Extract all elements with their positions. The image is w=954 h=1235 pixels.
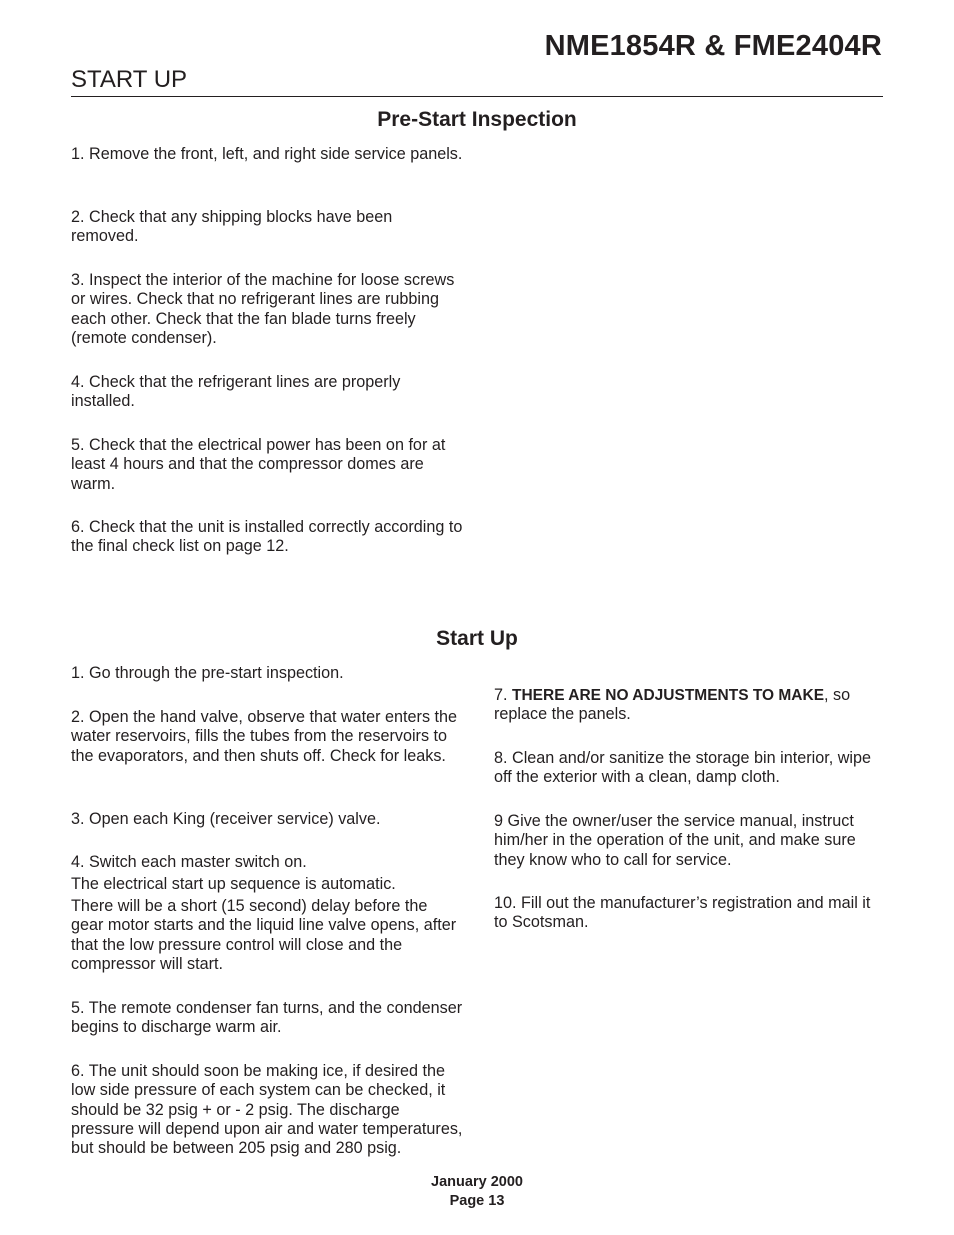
pre-start-heading: Pre-Start Inspection xyxy=(377,108,577,131)
start-up-note-delay: There will be a short (15 second) delay before the gear motor starts and the liquid line valve opens, after that the low pressure control will close and the compressor will start. xyxy=(71,897,457,973)
footer-date: January 2000 xyxy=(431,1174,523,1190)
item-7-emphasis: THERE ARE NO ADJUSTMENTS TO MAKE xyxy=(512,687,825,704)
start-up-item-7 xyxy=(494,686,886,725)
start-up-item-10: 10. Fill out the manufacturer’s registration and mail it to Scotsman. xyxy=(494,894,871,932)
start-up-item-2: 2. Open the hand valve, observe that water enters the water reservoirs, fills the tubes from the reservoirs to the evaporators, and then shuts off. Check for leaks. xyxy=(71,708,458,765)
pre-start-item-2: 2. Check that any shipping blocks have been removed. xyxy=(71,208,393,246)
start-up-heading: Start Up xyxy=(436,627,518,650)
pre-start-item-5: 5. Check that the electrical power has been on for at least 4 hours and that the compressor domes are warm. xyxy=(71,436,446,493)
model-title: NME1854R & FME2404R xyxy=(544,30,882,62)
start-up-item-6: 6. The unit should soon be making ice, if desired the low side pressure of each system can be checked, it should be 32 psig + or - 2 psig. The discharge pressure will depend upon air and water temperatures, but should be between 205 psig and 280 psig. xyxy=(71,1062,463,1158)
footer xyxy=(0,1173,954,1211)
start-up-item-8: 8. Clean and/or sanitize the storage bin interior, wipe off the exterior with a clean, damp cloth. xyxy=(494,749,872,787)
start-up-item-5: 5. The remote condenser fan turns, and the condenser begins to discharge warm air. xyxy=(71,999,463,1037)
pre-start-item-4: 4. Check that the refrigerant lines are properly installed. xyxy=(71,373,401,411)
start-up-note-automatic: The electrical start up sequence is automatic. xyxy=(71,875,396,893)
pre-start-item-3: 3. Inspect the interior of the machine for loose screws or wires. Check that no refrigerant lines are rubbing each other. Check that the fan blade turns freely (remote condenser). xyxy=(71,271,455,347)
pre-start-item-1: 1. Remove the front, left, and right side service panels. xyxy=(71,145,463,163)
start-up-item-4: 4. Switch each master switch on. xyxy=(71,853,307,871)
header-rule xyxy=(71,96,883,97)
pre-start-item-6: 6. Check that the unit is installed correctly according to the final check list on page 12. xyxy=(71,518,463,556)
item-7-number: 7. xyxy=(494,686,512,704)
item-7-text: , so replace the panels. xyxy=(494,686,851,724)
start-up-item-3: 3. Open each King (receiver service) valve. xyxy=(71,810,381,828)
start-up-item-1: 1. Go through the pre-start inspection. xyxy=(71,664,344,682)
section-title: START UP xyxy=(71,66,188,93)
start-up-item-9: 9 Give the owner/user the service manual, instruct him/her in the operation of the unit, and make sure they know who to call for service. xyxy=(494,812,856,869)
footer-page-number: Page 13 xyxy=(449,1193,505,1209)
